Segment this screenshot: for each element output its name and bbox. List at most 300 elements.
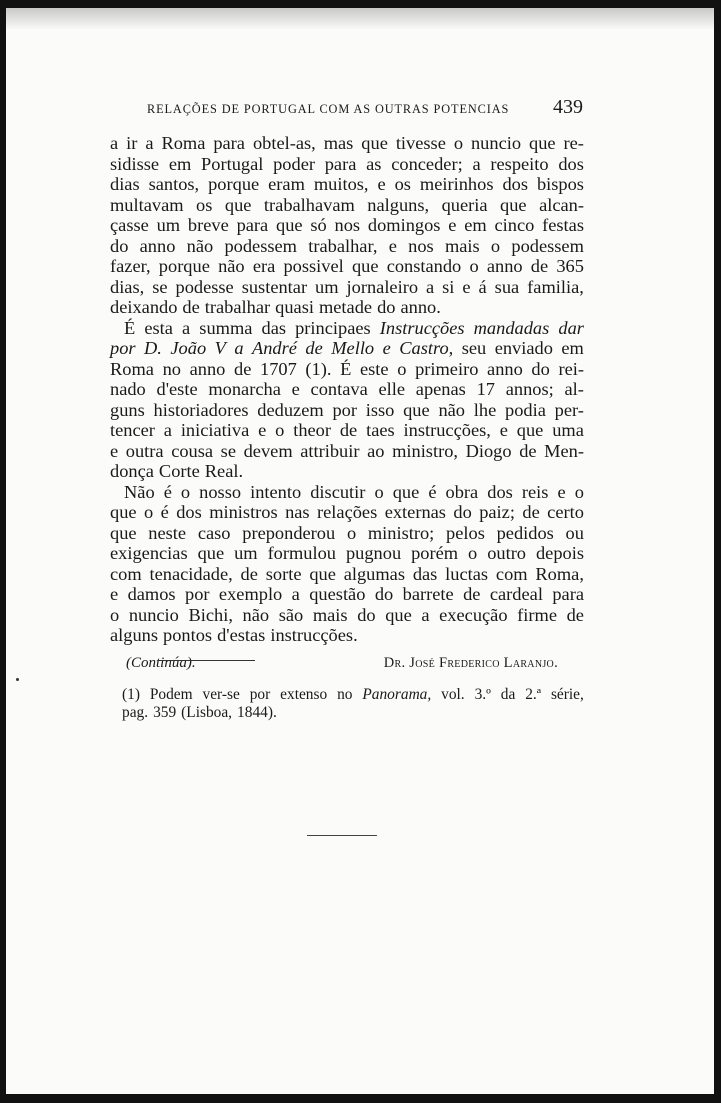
body-word: que: [276, 215, 303, 235]
body-word: Corte: [158, 461, 200, 481]
body-word: luctas: [445, 563, 489, 584]
body-word: de: [182, 297, 200, 317]
body-word: o: [468, 543, 478, 563]
body-word: Men-: [544, 440, 584, 461]
body-word: dos: [176, 502, 202, 522]
body-word: alcan-: [539, 194, 584, 215]
body-word: relações: [317, 502, 378, 522]
body-word: Mello: [331, 338, 375, 358]
body-word: no: [162, 358, 181, 379]
body-word: o: [574, 481, 584, 502]
body-word: e: [110, 584, 119, 604]
footnote-word: pag.: [122, 704, 149, 721]
body-word: e: [258, 420, 267, 440]
body-word: anno.: [400, 297, 441, 317]
body-word: primeiro: [415, 358, 479, 379]
body-word: só: [310, 215, 327, 235]
body-word: ou: [565, 522, 584, 543]
body-word: que: [361, 133, 388, 153]
body-word: principaes: [295, 317, 371, 338]
body-word: a: [182, 317, 191, 338]
scan-shadow: [6, 8, 714, 30]
page-number: 439: [553, 96, 583, 118]
body-word: que: [516, 420, 544, 440]
body-word: festas: [542, 215, 584, 235]
body-line: [110, 441, 584, 462]
footnote: [122, 686, 584, 722]
body-line: [110, 400, 584, 421]
body-word: do: [453, 502, 472, 522]
body-word: depois: [535, 543, 584, 563]
body-word: V: [214, 338, 226, 358]
body-word: se: [220, 440, 236, 461]
body-word: a: [421, 604, 430, 625]
body-word: re-: [563, 133, 584, 153]
body-word: anno: [189, 358, 226, 379]
body-line: [110, 256, 584, 277]
body-word: caso: [197, 522, 231, 543]
body-word: de: [566, 604, 584, 625]
body-word: os: [394, 174, 411, 194]
body-word: reis: [521, 481, 549, 502]
body-word: e: [448, 215, 457, 235]
body-word: e: [462, 276, 471, 297]
body-word: para: [236, 215, 269, 235]
body-word: João: [170, 338, 207, 358]
scan-speck: [16, 678, 19, 681]
body-word: alguns: [110, 625, 159, 645]
body-word: nosso: [199, 481, 242, 502]
body-word: podesse: [175, 276, 234, 297]
body-word: os: [196, 194, 213, 215]
body-word: que: [500, 194, 527, 215]
body-word: que: [529, 133, 556, 153]
body-word: Instrucções: [379, 317, 465, 338]
body-line: [110, 277, 584, 298]
body-word: as: [366, 153, 382, 174]
body-word: questão: [309, 584, 366, 604]
body-word: mais: [312, 604, 348, 625]
footnote-rule: [159, 660, 255, 661]
body-word: não: [438, 399, 465, 420]
body-word: exigencias: [110, 543, 188, 563]
body-word: discutir: [310, 481, 366, 502]
body-word: a: [145, 133, 154, 153]
body-word: que: [110, 522, 137, 543]
body-word: de: [519, 440, 537, 461]
body-word: de: [522, 502, 540, 522]
body-word: para: [552, 584, 584, 604]
body-line: [110, 543, 584, 564]
body-word: trabalhavam: [263, 194, 355, 215]
body-word: das: [261, 317, 287, 338]
footnote-word: (Lisboa,: [181, 704, 233, 721]
body-word: cinco: [494, 215, 535, 235]
body-word: mais: [444, 235, 480, 256]
body-word: annos;: [505, 379, 554, 399]
body-word: deixando: [110, 297, 178, 317]
body-word: o: [490, 235, 501, 256]
footnote-word: da: [500, 686, 516, 703]
body-word: outra: [125, 440, 164, 461]
body-word: Real.: [204, 461, 244, 481]
running-title: RELAÇÕES DE PORTUGAL COM AS OUTRAS POTENCIAS: [147, 102, 510, 116]
body-word: é: [428, 481, 437, 502]
body-line: [110, 297, 584, 318]
body-word: familia,: [527, 276, 584, 297]
body-word: preponderou: [242, 522, 336, 543]
body-word: Não: [124, 481, 155, 502]
end-rule: [307, 835, 377, 836]
body-word: anno: [139, 235, 176, 256]
body-word: Diogo: [465, 440, 512, 461]
body-line: [110, 461, 584, 482]
body-word: domingos: [367, 215, 441, 235]
body-word: al-: [564, 379, 584, 399]
body-word: que: [110, 502, 137, 522]
body-word: que: [309, 563, 336, 584]
body-word: Castro,: [399, 338, 454, 358]
body-word: e: [291, 379, 300, 399]
body-word: certo: [547, 502, 584, 522]
body-line: [110, 174, 584, 195]
body-word: um: [234, 543, 258, 563]
body-word: ministros: [209, 502, 278, 522]
body-word: podessem: [511, 235, 584, 256]
body-word: fazer,: [110, 256, 151, 276]
body-word: d'estas: [217, 625, 266, 645]
body-word: de: [240, 563, 258, 584]
body-word: a: [472, 153, 481, 174]
body-word: Bichi,: [188, 604, 233, 625]
body-word: sidisse: [110, 153, 160, 174]
body-word: com: [110, 563, 142, 584]
body-word: d'este: [156, 379, 198, 399]
body-word: não: [242, 604, 270, 625]
body-word: o: [346, 522, 357, 543]
body-word: que: [385, 604, 412, 625]
body-word: firme: [517, 604, 557, 625]
body-word: um: [156, 215, 181, 235]
body-word: o: [453, 133, 464, 153]
body-word: cousa: [171, 440, 214, 461]
body-word: trabalhar: [204, 297, 271, 317]
body-word: contava: [310, 379, 368, 399]
footnote-word: 2.ª: [525, 686, 542, 703]
body-word: porém: [411, 543, 459, 563]
body-word: theor: [293, 420, 331, 440]
body-word: damos: [127, 584, 176, 604]
body-word: das: [412, 563, 438, 584]
body-word: ministro;: [367, 522, 435, 543]
body-line: [110, 420, 584, 441]
footnote-word: 3.º: [474, 686, 491, 703]
body-text: [110, 133, 584, 672]
body-word: dias: [110, 174, 140, 194]
running-header: [147, 96, 583, 120]
body-word: ir: [126, 133, 138, 153]
footnote-word: extenso: [280, 686, 328, 703]
book-page: [6, 8, 714, 1094]
body-word: uma: [552, 420, 584, 440]
body-word: nado: [110, 379, 146, 399]
body-word: devem: [243, 440, 293, 461]
footnote-word: 359: [153, 704, 177, 721]
body-word: porque: [208, 174, 260, 194]
body-word: sorte: [265, 563, 302, 584]
author-signature: Dr. José Frederico Laranjo.: [383, 654, 558, 671]
body-word: em: [464, 215, 487, 235]
body-word: de: [234, 358, 252, 379]
body-word: o: [469, 256, 479, 276]
body-word: queria: [441, 194, 488, 215]
body-word: com: [495, 563, 528, 584]
body-word: e: [377, 174, 386, 194]
body-word: tivesse: [395, 133, 446, 153]
footnote-word: 1844).: [237, 704, 277, 721]
body-word: tencer: [110, 420, 155, 440]
body-word: lhe: [473, 399, 497, 420]
body-word: bispos: [536, 174, 584, 194]
body-word: por: [332, 399, 357, 420]
body-word: quasi: [275, 297, 314, 317]
body-word: É: [124, 317, 136, 338]
body-word: se: [152, 276, 168, 297]
footnote-word: vol.: [441, 686, 465, 703]
body-word: do: [531, 358, 550, 379]
body-word: que: [392, 481, 420, 502]
body-line: [110, 133, 584, 154]
body-word: por: [185, 584, 210, 604]
body-word: exemplo: [218, 584, 283, 604]
body-word: de: [530, 256, 549, 276]
body-word: para: [324, 153, 357, 174]
body-word: attribuir: [300, 440, 360, 461]
body-word: André: [251, 338, 297, 358]
body-word: nuncio: [128, 604, 179, 625]
body-word: seu: [461, 338, 487, 358]
body-word: dias,: [110, 276, 145, 297]
body-word: tenacidade,: [149, 563, 233, 584]
body-word: mandadas: [473, 317, 550, 338]
footnote-word: ver-se: [202, 686, 240, 703]
body-word: o: [143, 502, 154, 522]
body-word: Roma: [161, 133, 206, 153]
body-word: nos: [408, 235, 434, 256]
body-word: guns: [110, 399, 145, 420]
body-word: sustentar: [241, 276, 308, 297]
body-word: obra: [445, 481, 479, 502]
body-word: este: [359, 358, 389, 379]
body-line: [110, 154, 584, 175]
body-line: [110, 195, 584, 216]
footnote-word: por: [249, 686, 271, 703]
body-word: mas: [323, 133, 354, 153]
body-word: nuncio: [470, 133, 522, 153]
body-word: iniciativa: [180, 420, 250, 440]
body-line: [110, 605, 584, 626]
body-word: a: [291, 584, 300, 604]
body-word: si: [442, 276, 455, 297]
footnote-word: (1): [122, 686, 140, 703]
body-word: dar: [558, 317, 584, 338]
body-word: dos: [502, 174, 528, 194]
body-word: do: [374, 584, 394, 604]
body-word: metade: [318, 297, 373, 317]
body-word: formulou: [267, 543, 337, 563]
body-word: muitos,: [313, 174, 369, 194]
body-word: não: [218, 256, 245, 276]
body-word: trabalhar,: [308, 235, 378, 256]
body-word: do: [110, 235, 129, 256]
body-word: nalguns,: [367, 194, 430, 215]
body-word: esta: [144, 317, 173, 338]
body-word: intento: [250, 481, 302, 502]
body-word: nas: [285, 502, 310, 522]
body-word: anno: [486, 256, 523, 276]
body-word: conceder;: [391, 153, 463, 174]
body-word: eram: [268, 174, 305, 194]
body-word: que: [403, 399, 430, 420]
body-word: e: [388, 235, 397, 256]
body-word: 1707: [260, 358, 297, 379]
body-word: algumas: [343, 563, 405, 584]
body-word: porque: [158, 256, 210, 276]
body-line: [110, 625, 584, 646]
body-line: [110, 523, 584, 544]
body-word: constando: [386, 256, 462, 276]
body-word: çasse: [110, 215, 149, 235]
body-line: [110, 359, 584, 380]
body-word: sua: [494, 276, 520, 297]
body-word: poder: [273, 153, 315, 174]
body-word: do: [377, 297, 396, 317]
body-word: em: [168, 153, 192, 174]
body-word: donça: [110, 461, 154, 481]
body-word: summa: [199, 317, 253, 338]
body-word: era: [252, 256, 276, 276]
body-word: instrucções.: [270, 625, 358, 645]
body-word: anno: [487, 358, 523, 379]
body-word: o: [374, 481, 384, 502]
body-word: que: [224, 194, 252, 215]
body-word: á: [478, 276, 487, 297]
body-line: [110, 564, 584, 585]
body-word: o: [110, 604, 120, 625]
continua-note: (Continúa).: [126, 654, 196, 671]
body-word: respeito: [490, 153, 549, 174]
body-line: [110, 236, 584, 257]
body-word: um: [315, 276, 339, 297]
body-word: e: [557, 481, 566, 502]
body-word: externas: [384, 502, 446, 522]
body-word: podessem: [224, 235, 297, 256]
body-word: Portugal: [201, 153, 264, 174]
body-word: a: [426, 276, 435, 297]
body-word: 365: [556, 256, 584, 276]
footnote-line: [122, 704, 584, 722]
body-word: não: [186, 235, 214, 256]
body-word: dos: [487, 481, 513, 502]
body-word: a: [163, 420, 172, 440]
footnote-word: série,: [550, 686, 584, 703]
body-word: historiadores: [153, 399, 249, 420]
body-word: (1).: [305, 358, 332, 379]
body-word: ao: [367, 440, 385, 461]
body-word: a: [110, 133, 119, 153]
body-word: cardeal: [489, 584, 543, 604]
body-word: pontos: [163, 625, 213, 645]
footnote-word: Podem: [149, 686, 193, 703]
body-word: podia: [505, 399, 546, 420]
body-word: ministro,: [392, 440, 458, 461]
body-line: [110, 379, 584, 400]
body-word: isso: [365, 399, 395, 420]
body-word: pedidos: [496, 522, 554, 543]
body-word: nos: [334, 215, 361, 235]
body-word: do: [357, 604, 376, 625]
body-word: em: [561, 338, 584, 358]
body-word: É: [340, 358, 352, 379]
body-word: o: [275, 420, 285, 440]
body-line: [110, 318, 584, 339]
body-word: outro: [487, 543, 527, 563]
body-word: multavam: [110, 194, 184, 215]
body-word: obtel-as,: [252, 133, 316, 153]
body-word: monarcha: [208, 379, 281, 399]
body-word: instrucções,: [403, 420, 491, 440]
body-word: por: [110, 338, 136, 358]
body-word: pelos: [446, 522, 485, 543]
body-word: meirinhos: [419, 174, 494, 194]
body-word: é: [163, 481, 172, 502]
body-word: é: [160, 502, 169, 522]
body-word: possivel: [283, 256, 344, 276]
body-word: rei-: [558, 358, 584, 379]
body-word: enviado: [494, 338, 553, 358]
body-line: [110, 502, 584, 523]
body-word: elle: [378, 379, 406, 399]
body-word: taes: [366, 420, 395, 440]
body-word: paiz;: [479, 502, 515, 522]
body-word: santos,: [148, 174, 200, 194]
body-line: [110, 215, 584, 236]
body-word: são: [278, 604, 304, 625]
body-word: a: [234, 338, 244, 358]
body-word: para: [213, 133, 245, 153]
footnote-word: no: [337, 686, 353, 703]
body-line: [110, 584, 584, 605]
body-word: execução: [439, 604, 508, 625]
body-word: de: [339, 420, 358, 440]
body-word: e: [499, 420, 508, 440]
body-word: deduzem: [257, 399, 324, 420]
body-word: barrete: [402, 584, 454, 604]
body-word: e: [110, 440, 119, 461]
body-word: Roma: [110, 358, 154, 379]
body-word: de: [463, 584, 481, 604]
body-word: breve: [187, 215, 229, 235]
footnote-word: Panorama,: [362, 686, 432, 703]
body-word: de: [305, 338, 323, 358]
body-word: 17: [476, 379, 495, 399]
body-word: o: [180, 481, 191, 502]
body-line: [110, 338, 584, 359]
body-word: que: [197, 543, 225, 563]
body-word: o: [397, 358, 407, 379]
body-word: per-: [554, 399, 584, 420]
body-word: dos: [558, 153, 584, 174]
